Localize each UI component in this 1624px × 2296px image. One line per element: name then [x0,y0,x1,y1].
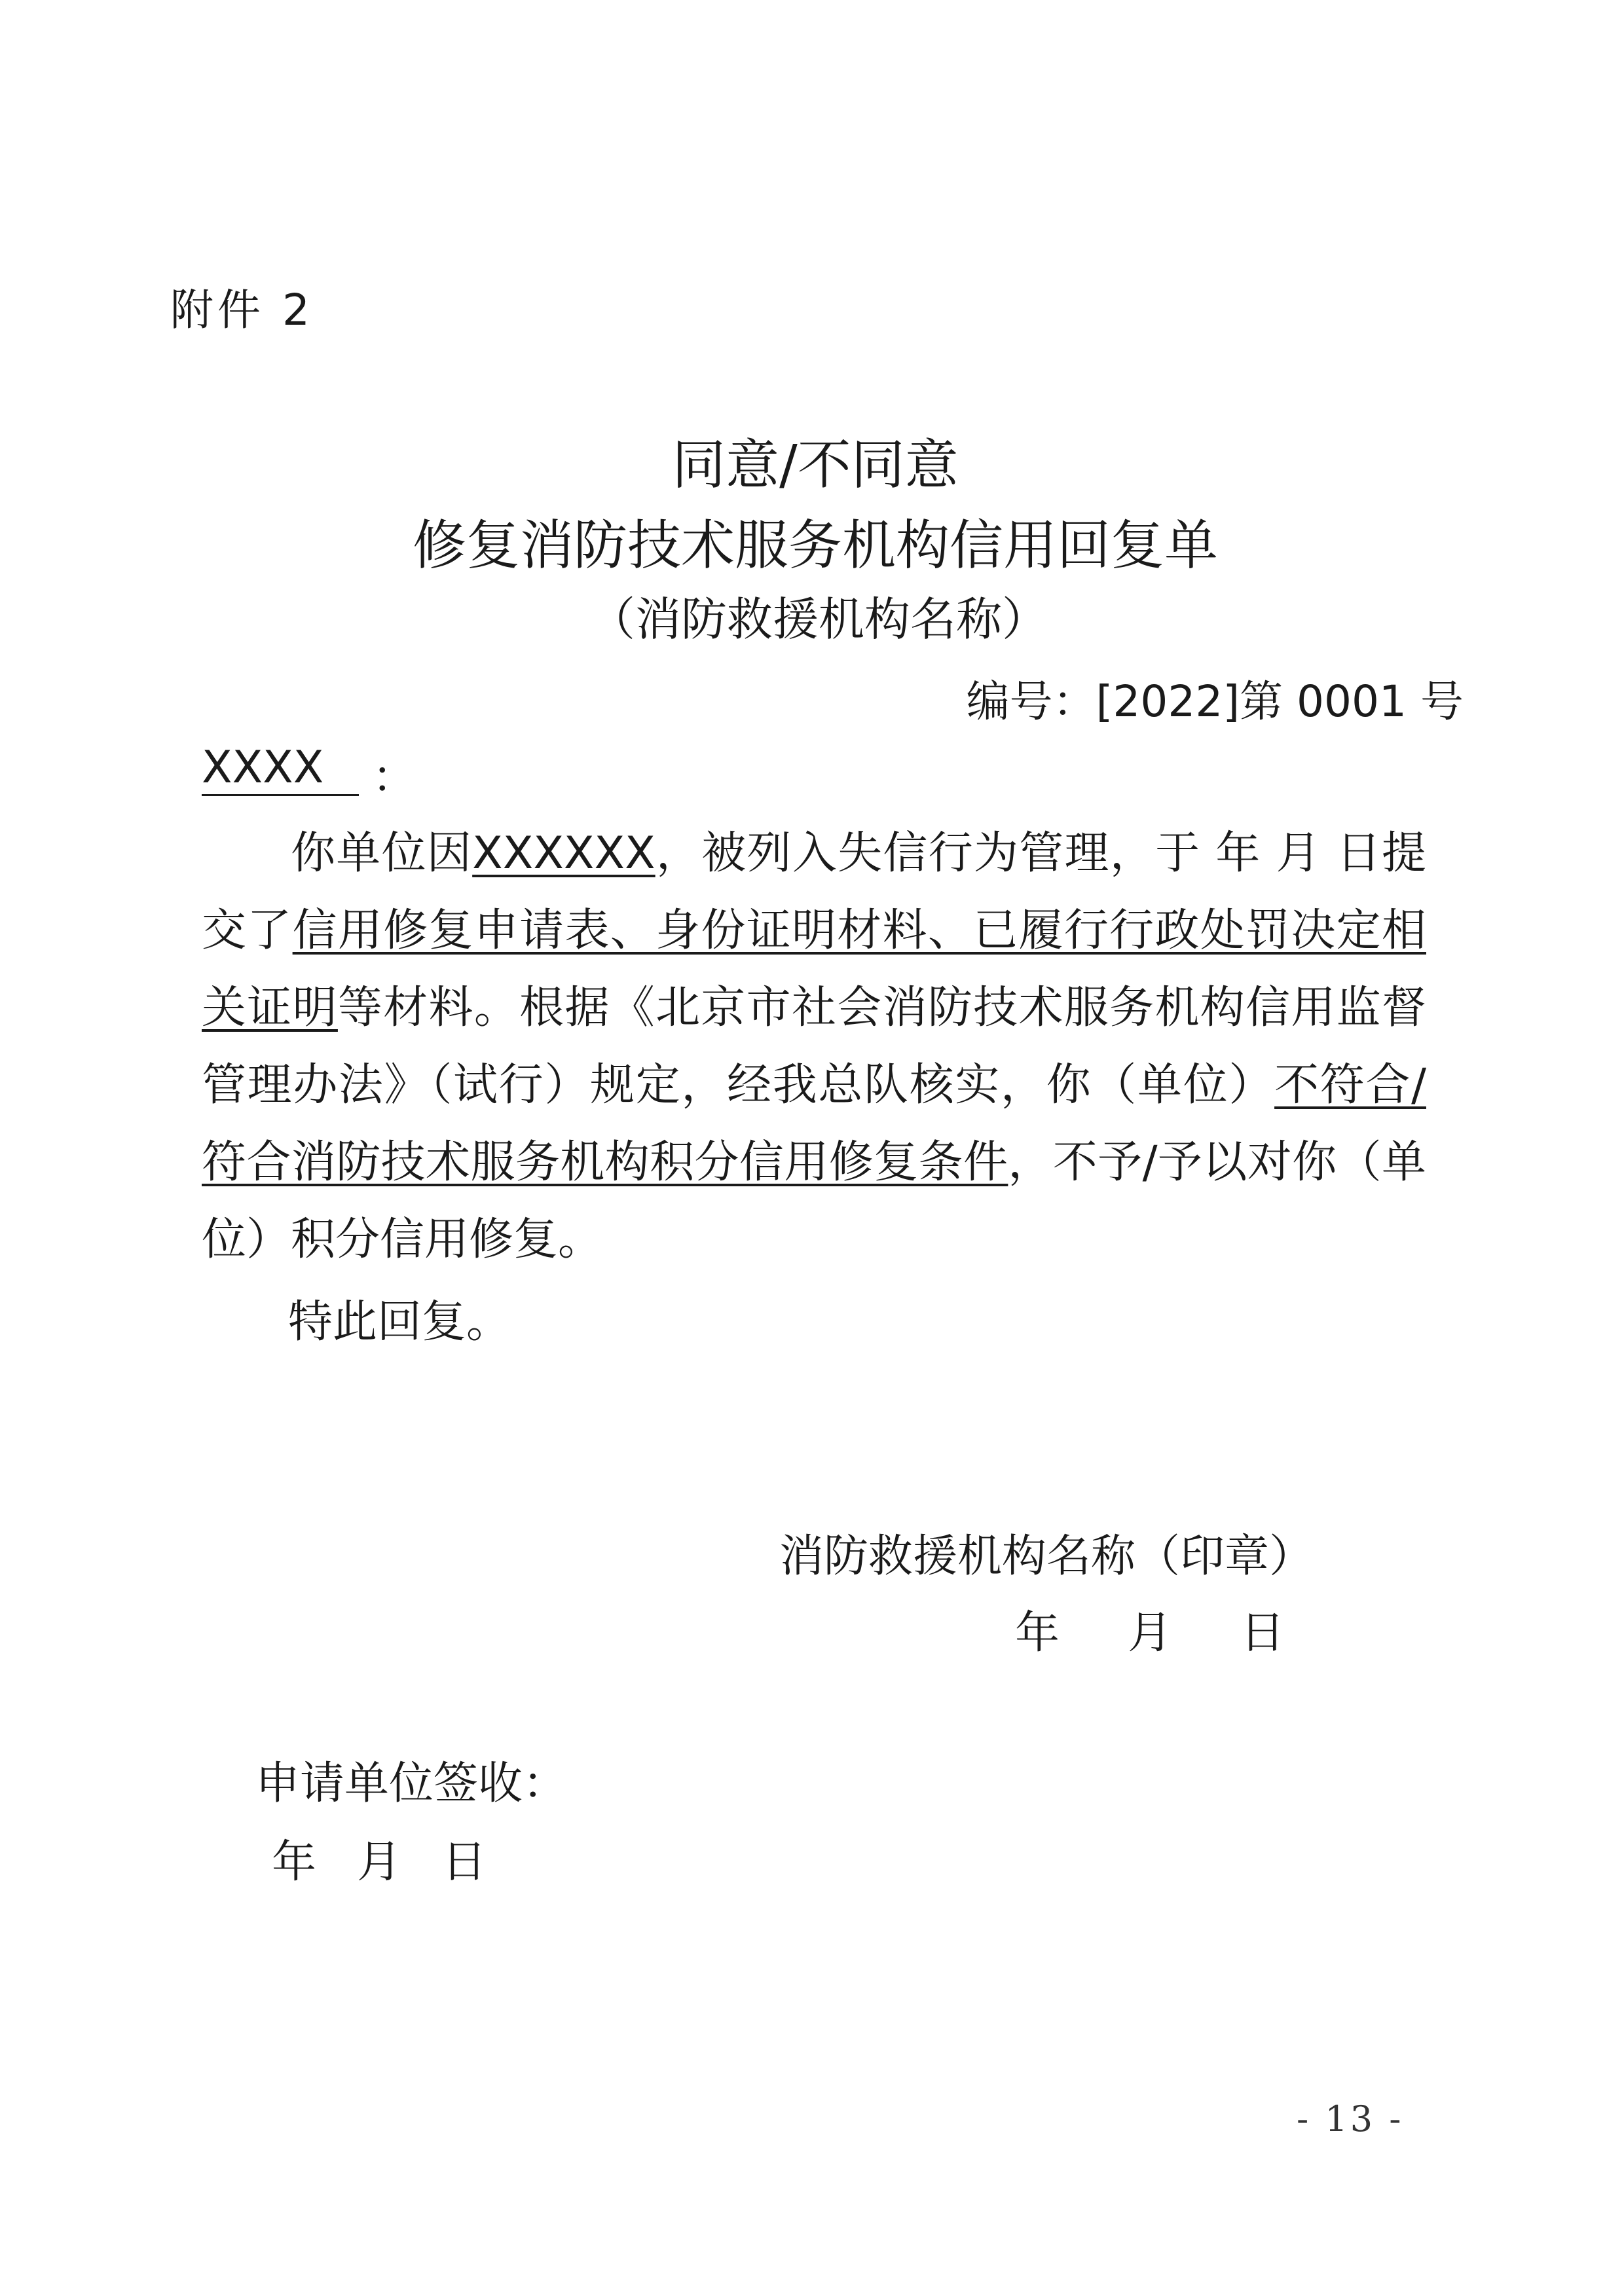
title-line-3: （消防救援机构名称） [589,592,1048,646]
attachment-label: 附件 2 [170,285,314,335]
issuer-name: 消防救援机构名称（印章） [779,1531,1314,1582]
review-result: 不符合/符合消防技术服务机构积分信用修复条件 [202,1059,1426,1188]
closing-remark: 特此回复。 [288,1296,511,1348]
recipient-underline [202,794,359,796]
issuer-year: 年 [1015,1607,1063,1659]
violation-reason: XXXXXX [472,828,655,879]
receipt-day: 日 [442,1836,487,1888]
receipt-label: 申请单位签收： [255,1758,568,1810]
body-paragraph [202,815,1426,1279]
receipt-year: 年 [272,1836,317,1888]
body-text-d: ，不予/予以对你（单位）积分信用修复。 [202,1137,1426,1266]
issuer-month: 月 [1128,1607,1175,1659]
title-line-2: 修复消防技术服务机构信用回复单 [412,515,1218,577]
body-text-c: 等材料。根据《北京市社会消防技术服务机构信用监督管理办法》（试行）规定，经我总队核实，你（单位） [202,982,1426,1111]
page-number: - 13 - [1297,2098,1404,2140]
title-line-1: 同意/不同意 [672,434,959,496]
body-text-b: ，被列入失信行为管理，于 年 月 日提交了 [202,828,1426,957]
submitted-materials: 信用修复申请表、身份证明材料、已履行行政处罚决定相关证明 [202,905,1426,1034]
body-text-a: 你单位因 [291,828,473,879]
receipt-month: 月 [357,1836,402,1888]
receipt-date [272,1827,487,1890]
issuer-date [1015,1597,1287,1661]
issuer-day: 日 [1240,1607,1288,1659]
recipient-name: XXXX [202,742,324,793]
recipient-colon: ： [372,752,417,803]
serial-number: 编号：[2022]第 0001 号 [966,676,1464,727]
